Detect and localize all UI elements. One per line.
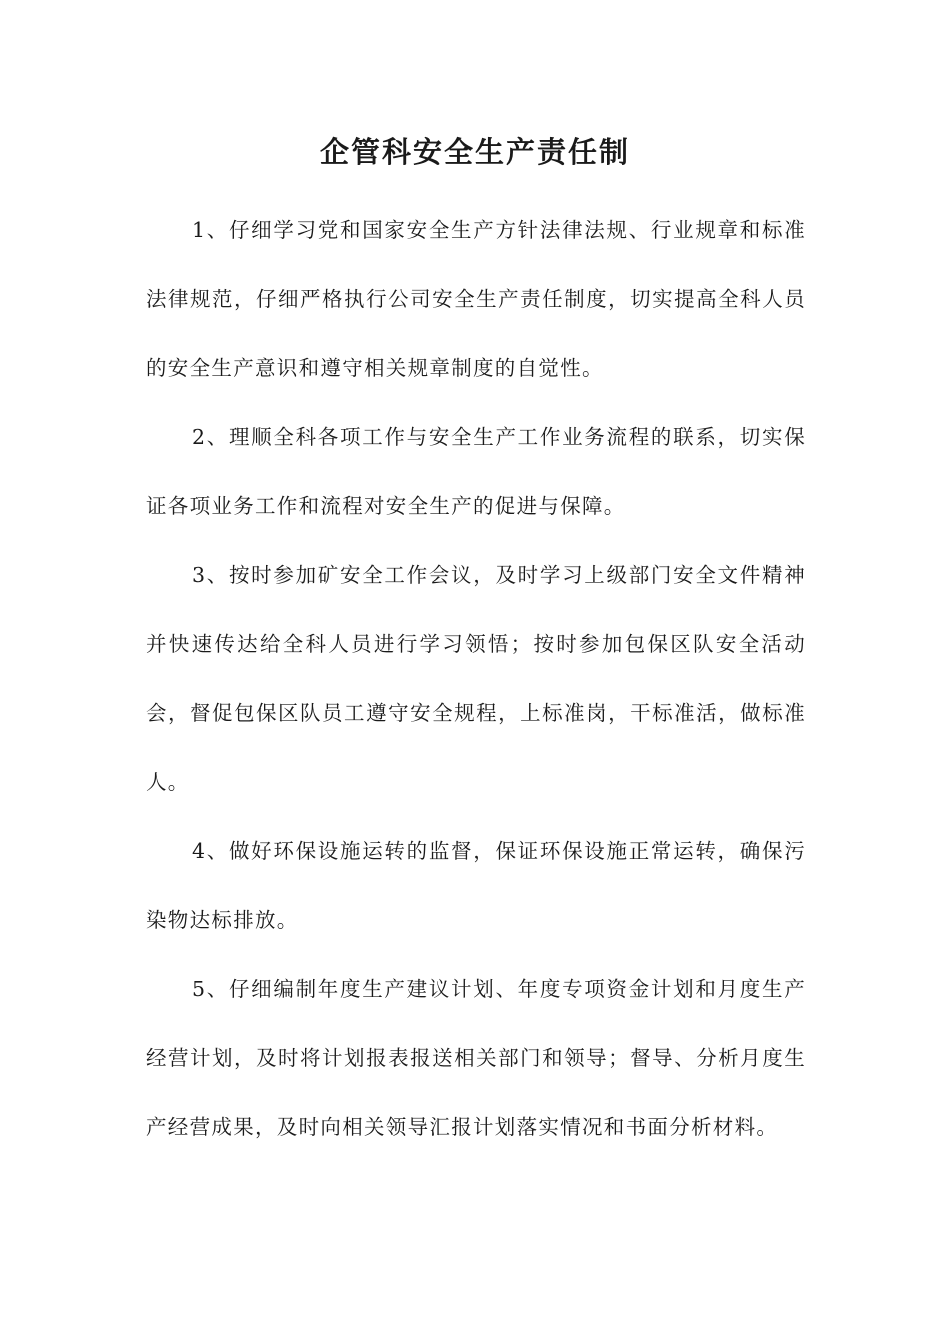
paragraph-5: 5、仔细编制年度生产建议计划、年度专项资金计划和月度生产经营计划，及时将计划报表报送相关部门和领导；督导、分析月度生产经营成果，及时向相关领导汇报计划落实情况和书面分析材料。	[146, 977, 806, 1139]
page-title: 企管科安全生产责任制	[319, 135, 630, 169]
paragraph-2: 2、理顺全科各项工作与安全生产工作业务流程的联系，切实保证各项业务工作和流程对安全生产的促进与保障。	[146, 425, 806, 518]
paragraph-4: 4、做好环保设施运转的监督，保证环保设施正常运转，确保污染物达标排放。	[146, 839, 806, 932]
paragraph-3: 3、按时参加矿安全工作会议，及时学习上级部门安全文件精神并快速传达给全科人员进行学习领悟；按时参加包保区队安全活动会，督促包保区队员工遵守安全规程，上标准岗，干标准活，做标准人。	[146, 563, 806, 794]
paragraph-1: 1、仔细学习党和国家安全生产方针法律法规、行业规章和标准法律规范，仔细严格执行公司安全生产责任制度，切实提高全科人员的安全生产意识和遵守相关规章制度的自觉性。	[146, 218, 806, 380]
document-body	[146, 196, 806, 1162]
